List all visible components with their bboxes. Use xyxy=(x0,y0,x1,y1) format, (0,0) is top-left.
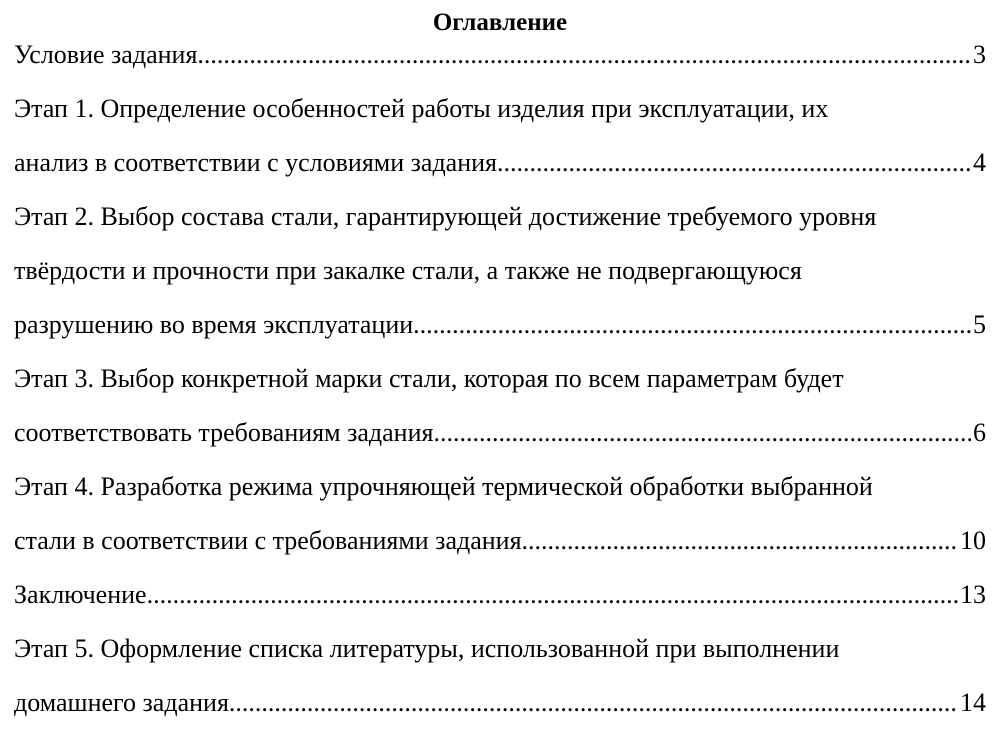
toc-entry-text: стали в соответствии с требованиями задания. xyxy=(14,526,529,555)
dot-leader xyxy=(504,136,971,190)
toc-entry-text: соответствовать требованиям задания. xyxy=(14,418,440,447)
toc-entry-text: домашнего задания. xyxy=(14,688,236,717)
toc-entry-text: Этап 4. Разработка режима упрочняющей термической обработки выбранной xyxy=(14,472,873,501)
toc-entry-text: Этап 1. Определение особенностей работы изделия при эксплуатации, их xyxy=(14,94,829,123)
toc-page-number: 14 xyxy=(960,688,986,717)
dot-leader xyxy=(528,514,958,568)
dot-leader xyxy=(420,298,971,352)
toc-page-number: 13 xyxy=(960,580,986,609)
dot-leader xyxy=(197,28,971,82)
toc-page-number: 4 xyxy=(973,148,986,177)
page-title: Оглавление xyxy=(432,9,568,36)
dot-leader xyxy=(235,676,958,730)
toc-entry-stage-3[interactable] xyxy=(14,352,986,460)
toc-page-number: 6 xyxy=(973,418,986,447)
toc-entry-text: твёрдости и прочности при закалке стали, а также не подвергающуюся xyxy=(14,256,802,285)
toc-entry-stage-1[interactable] xyxy=(14,82,986,190)
toc-entry-task-condition[interactable] xyxy=(14,28,986,82)
toc-entry-stage-4[interactable] xyxy=(14,460,986,568)
toc-page-number: 3 xyxy=(973,40,986,69)
toc-entry-conclusion[interactable] xyxy=(14,568,986,622)
toc-page-number: 10 xyxy=(960,526,986,555)
toc-page-number: 5 xyxy=(973,310,986,339)
toc-entry-text: анализ в соответствии с условиями задания. xyxy=(14,148,504,177)
toc-entry-text: разрушению во время эксплуатации. xyxy=(14,310,420,339)
toc-entry-stage-5[interactable] xyxy=(14,622,986,730)
toc-entry-text: Этап 2. Выбор состава стали, гарантирующей достижение требуемого уровня xyxy=(14,202,877,231)
toc-entry-text: Этап 5. Оформление списка литературы, использованной при выполнении xyxy=(14,634,840,663)
toc-entry-text: Заключение xyxy=(14,580,147,609)
toc-entry-stage-2[interactable] xyxy=(14,190,986,352)
toc-entry-text: Условие задания xyxy=(14,40,198,69)
table-of-contents xyxy=(14,0,986,730)
toc-entry-text: Этап 3. Выбор конкретной марки стали, которая по всем параметрам будет xyxy=(14,364,844,393)
dot-leader xyxy=(147,568,958,622)
dot-leader xyxy=(440,406,971,460)
